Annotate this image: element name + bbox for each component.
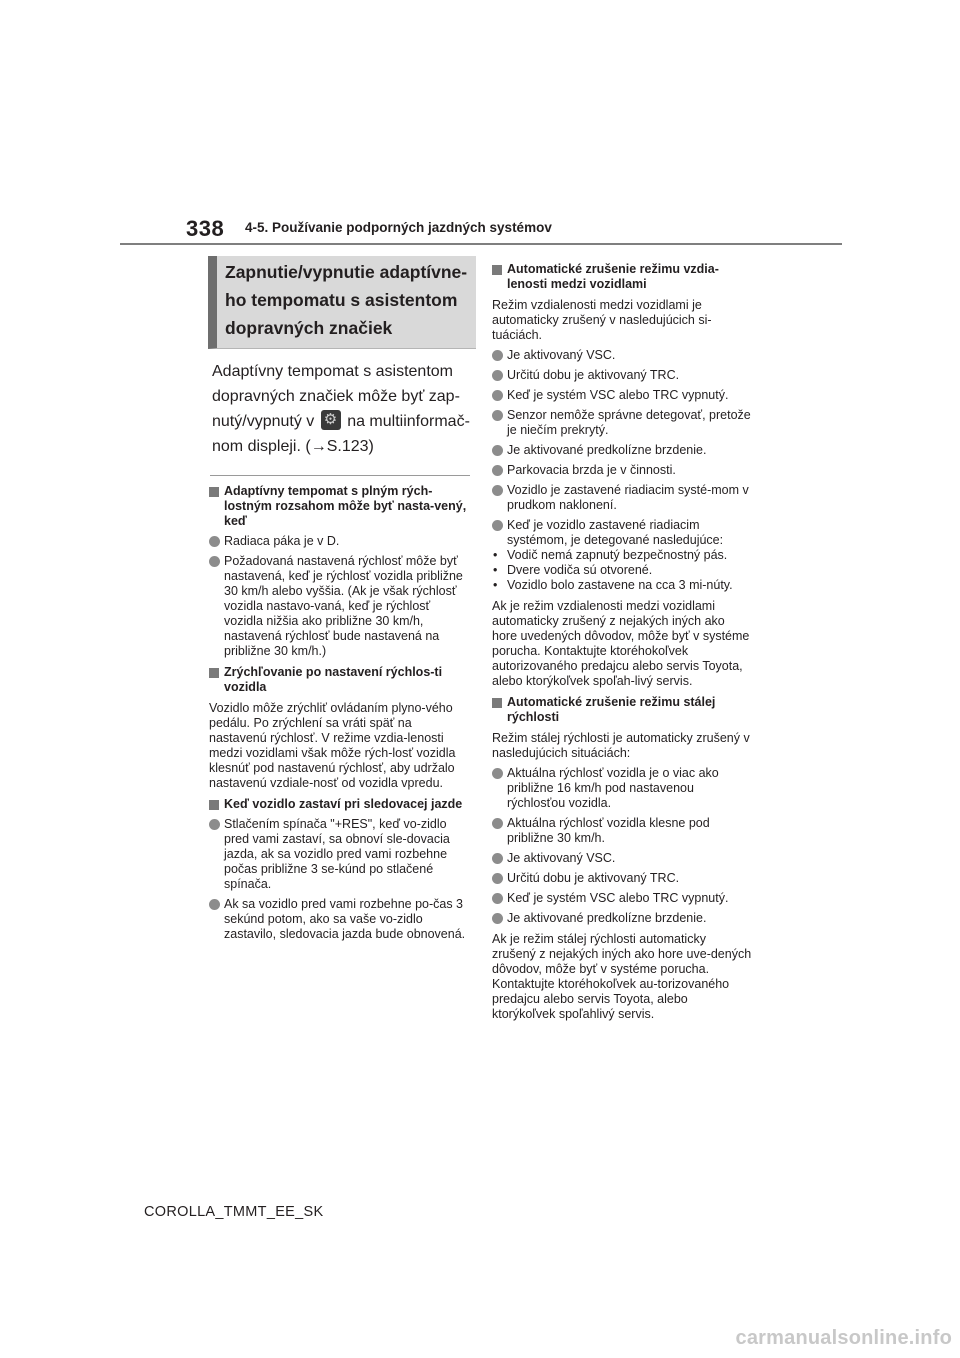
- sub-text: Vodič nemá zapnutý bezpečnostný pás.: [507, 548, 728, 562]
- bullet-item: [491, 463, 753, 478]
- circle-bullet-icon: [209, 819, 220, 830]
- circle-bullet-icon: [492, 768, 503, 779]
- circle-bullet-icon: [492, 913, 503, 924]
- bullet-item: [491, 816, 753, 846]
- circle-bullet-icon: [492, 520, 503, 531]
- bullet-item: [491, 443, 753, 458]
- intro-text-before: Adaptívny tempomat s asistentom dopravných značiek môže byť zap-nutý/vypnutý v: [212, 363, 460, 430]
- section-title: Zapnutie/vypnutie adaptívne-ho tempomatu s asistentom dopravných značiek: [225, 262, 468, 338]
- subheading: [208, 797, 470, 812]
- section-title-box: [208, 256, 476, 349]
- circle-bullet-icon: [492, 410, 503, 421]
- bullet-text: Určitú dobu je aktivovaný TRC.: [507, 871, 680, 885]
- para-text: Režim stálej rýchlosti je automaticky zrušený v nasledujúcich situáciách:: [492, 731, 750, 760]
- bullet-item: [491, 348, 753, 363]
- doc-code: COROLLA_TMMT_EE_SK: [144, 1204, 324, 1220]
- paragraph: [491, 599, 753, 689]
- subheading: [491, 262, 753, 292]
- circle-bullet-icon: [209, 556, 220, 567]
- sub-item: [491, 563, 753, 578]
- sub-item: [491, 548, 753, 563]
- circle-bullet-icon: [492, 350, 503, 361]
- bullet-text: Požadovaná nastavená rýchlosť môže byť nastavená, keď je rýchlosť vozidla približne 30 km/h alebo vyššia. (Ak je však rýchlosť vozidla nastavo-vaná, keď je rýchlosť vozidla nižšia ako približne 30 km/h, nastavená rýchlosť bude nastavená na približne 30 km/h.): [224, 554, 463, 658]
- bullet-item: [208, 534, 470, 549]
- bullet-text: Je aktivovaný VSC.: [507, 851, 616, 865]
- bullet-text: Keď je vozidlo zastavené riadiacim systémom, je detegované nasledujúce:: [507, 518, 724, 547]
- square-bullet-icon: [209, 668, 219, 678]
- bullet-text: Je aktivované predkolízne brzdenie.: [507, 443, 707, 457]
- circle-bullet-icon: [492, 465, 503, 476]
- bullet-text: Senzor nemôže správne detegovať, pretože je niečím prekrytý.: [507, 408, 751, 437]
- heading-text: Automatické zrušenie režimu stálej rýchlosti: [507, 695, 716, 724]
- heading-text: Adaptívny tempomat s plným rých-lostným rozsahom môže byť nasta-vený, keď: [224, 484, 467, 528]
- circle-bullet-icon: [492, 873, 503, 884]
- circle-bullet-icon: [492, 853, 503, 864]
- circle-bullet-icon: [492, 445, 503, 456]
- bullet-item: [491, 483, 753, 513]
- sub-text: Vozidlo bolo zastavene na cca 3 mi-núty.: [507, 578, 733, 592]
- paragraph: [208, 701, 470, 791]
- section-divider: [210, 475, 470, 476]
- subheading: [208, 665, 470, 695]
- bullet-text: Keď je systém VSC alebo TRC vypnutý.: [507, 891, 729, 905]
- para-text: Vozidlo môže zrýchliť ovládaním plyno-vého pedálu. Po zrýchlení sa vráti späť na nastavenú rýchlosť. V režime vzdia-lenosti medzi vozidlami však môže rých-losť vozidla klesnúť pod nastavenú rýchlosť, aby udržalo nastavenú vzdiale-nosť od vozidla vpredu.: [209, 701, 456, 790]
- para-text: Režim vzdialenosti medzi vozidlami je automaticky zrušený v nasledujúcich si-tuáciách.: [492, 298, 712, 342]
- subheading: [208, 484, 470, 529]
- bullet-text: Stlačením spínača "+RES", keď vo-zidlo pred vami zastaví, sa obnoví sle-dovacia jazda, ak sa vozidlo pred vami rozbehne počas približne 3 se-kúnd po stlačené spínača.: [224, 817, 450, 891]
- circle-bullet-icon: [492, 818, 503, 829]
- intro-text-after: na multiinformač-nom displeji. (→S.123): [212, 413, 470, 455]
- circle-bullet-icon: [209, 536, 220, 547]
- para-text: Ak je režim vzdialenosti medzi vozidlami automaticky zrušený z nejakých iných ako hore uvedených dôvodov, môže byť v systéme porucha. Kontaktujte ktoréhokoľvek autorizovaného predajcu alebo servis Toyota, alebo ktorýkoľvek spoľah-livý servis.: [492, 599, 750, 688]
- bullet-text: Vozidlo je zastavené riadiacim systé-mom v prudkom naklonení.: [507, 483, 749, 512]
- small-dot-icon: •: [493, 548, 498, 562]
- chapter-title: 4-5. Používanie podporných jazdných systémov: [245, 220, 552, 235]
- circle-bullet-icon: [492, 485, 503, 496]
- bullet-item: [491, 891, 753, 906]
- bullet-item: [491, 911, 753, 926]
- square-bullet-icon: [209, 487, 219, 497]
- bullet-item: [491, 368, 753, 383]
- heading-text: Automatické zrušenie režimu vzdia-lenosti medzi vozidlami: [507, 262, 719, 291]
- small-dot-icon: •: [493, 578, 498, 592]
- bullet-item: [491, 766, 753, 811]
- page-number: 338: [186, 216, 225, 241]
- circle-bullet-icon: [492, 390, 503, 401]
- bullet-item: [491, 518, 753, 548]
- bullet-text: Je aktivovaný VSC.: [507, 348, 616, 362]
- header-rule: [120, 243, 842, 245]
- right-content: [491, 262, 753, 1022]
- bullet-item: [491, 871, 753, 886]
- circle-bullet-icon: [492, 893, 503, 904]
- bullet-text: Aktuálna rýchlosť vozidla klesne pod približne 30 km/h.: [507, 816, 710, 845]
- paragraph: [491, 298, 753, 343]
- bullet-item: [208, 897, 470, 942]
- sub-text: Dvere vodiča sú otvorené.: [507, 563, 653, 577]
- bullet-item: [491, 851, 753, 866]
- square-bullet-icon: [492, 265, 502, 275]
- bullet-text: Keď je systém VSC alebo TRC vypnutý.: [507, 388, 729, 402]
- heading-text: Zrýchľovanie po nastavení rýchlos-ti vozidla: [224, 665, 443, 694]
- bullet-text: Radiaca páka je v D.: [224, 534, 340, 548]
- intro-paragraph: [208, 359, 470, 459]
- left-content: [208, 484, 470, 942]
- bullet-text: Parkovacia brzda je v činnosti.: [507, 463, 676, 477]
- square-bullet-icon: [492, 698, 502, 708]
- para-text: Ak je režim stálej rýchlosti automaticky zrušený z nejakých iných ako hore uve-dených dôvodov, môže byť v systéme porucha. Kontaktujte ktoréhokoľvek au-torizovaného predajcu alebo servis Toyota, alebo ktorýkoľvek spoľahlivý servis.: [492, 932, 752, 1021]
- bullet-text: Aktuálna rýchlosť vozidla je o viac ako približne 16 km/h pod nastavenou rýchlosťou vozidla.: [507, 766, 719, 810]
- bullet-text: Ak sa vozidlo pred vami rozbehne po-čas 3 sekúnd potom, ako sa vaše vo-zidlo zastavilo, sledovacia jazda bude obnovená.: [224, 897, 466, 941]
- bullet-text: Je aktivované predkolízne brzdenie.: [507, 911, 707, 925]
- right-column: [491, 256, 753, 1022]
- paragraph: [491, 731, 753, 761]
- bullet-item: [208, 554, 470, 659]
- bullet-item: [208, 817, 470, 892]
- circle-bullet-icon: [209, 899, 220, 910]
- sub-item: [491, 578, 753, 593]
- watermark-logo: carmanualsonline.info: [735, 1327, 952, 1349]
- bullet-item: [491, 388, 753, 403]
- bullet-text: Určitú dobu je aktivovaný TRC.: [507, 368, 680, 382]
- paragraph: [491, 932, 753, 1022]
- settings-gear-icon: [321, 410, 341, 430]
- left-column: [208, 256, 470, 942]
- square-bullet-icon: [209, 800, 219, 810]
- small-dot-icon: •: [493, 563, 498, 577]
- subheading: [491, 695, 753, 725]
- heading-text: Keď vozidlo zastaví pri sledovacej jazde: [224, 797, 463, 811]
- bullet-item: [491, 408, 753, 438]
- circle-bullet-icon: [492, 370, 503, 381]
